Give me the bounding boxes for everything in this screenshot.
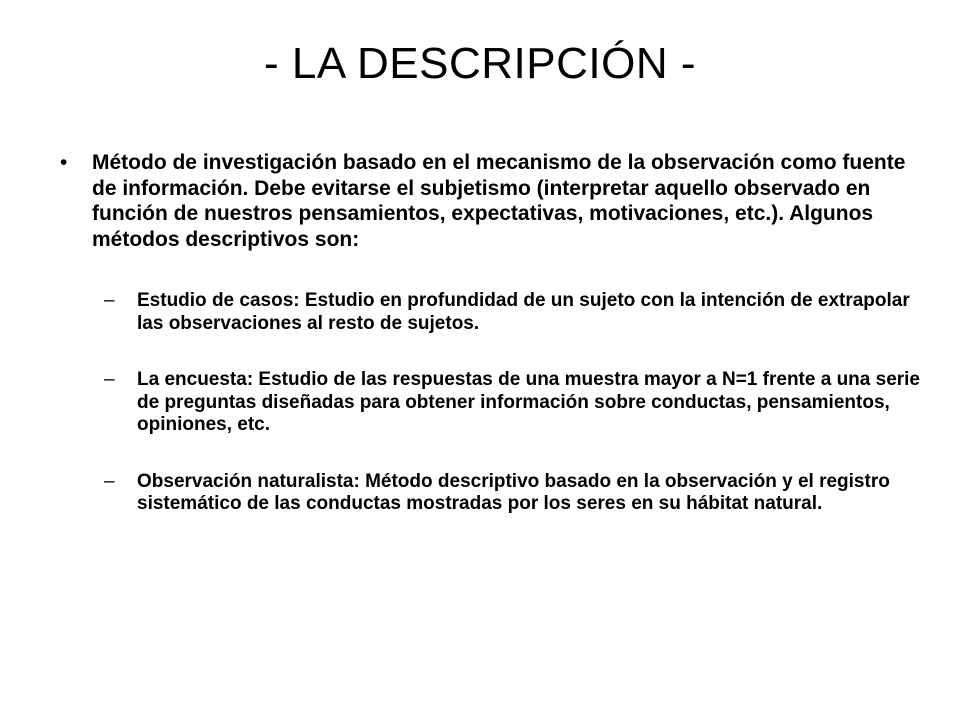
main-bullet bbox=[60, 150, 920, 252]
dash-marker: – bbox=[104, 290, 115, 311]
dash-marker: – bbox=[104, 369, 115, 390]
sub-item-text: Observación naturalista: Método descriptivo basado en la observación y el registro sistemático de las conductas mostradas por los seres en su hábitat natural. bbox=[137, 470, 890, 514]
main-bullet-text: Método de investigación basado en el mecanismo de la observación como fuente de información. Debe evitarse el subjetismo (interpretar aquello observado en función de nuestros pensamientos, expectativas, motivaciones, etc.). Algunos métodos descriptivos son: bbox=[92, 151, 906, 251]
dash-marker: – bbox=[104, 470, 115, 492]
sub-item-la-encuesta bbox=[104, 369, 920, 437]
sub-list bbox=[60, 290, 920, 516]
slide-content bbox=[60, 150, 920, 550]
slide-title: - LA DESCRIPCIÓN - bbox=[264, 39, 696, 88]
sub-item-estudio-de-casos bbox=[104, 290, 920, 335]
bullet-marker: • bbox=[60, 151, 68, 174]
sub-item-text: La encuesta: Estudio de las respuestas de una muestra mayor a N=1 frente a una serie de preguntas diseñadas para obtener información sobre conductas, pensamientos, opiniones, etc. bbox=[137, 369, 920, 435]
sub-item-text: Estudio de casos: Estudio en profundidad de un sujeto con la intención de extrapolar las observaciones al resto de sujetos. bbox=[137, 290, 910, 334]
sub-item-observacion-naturalista bbox=[104, 470, 920, 516]
